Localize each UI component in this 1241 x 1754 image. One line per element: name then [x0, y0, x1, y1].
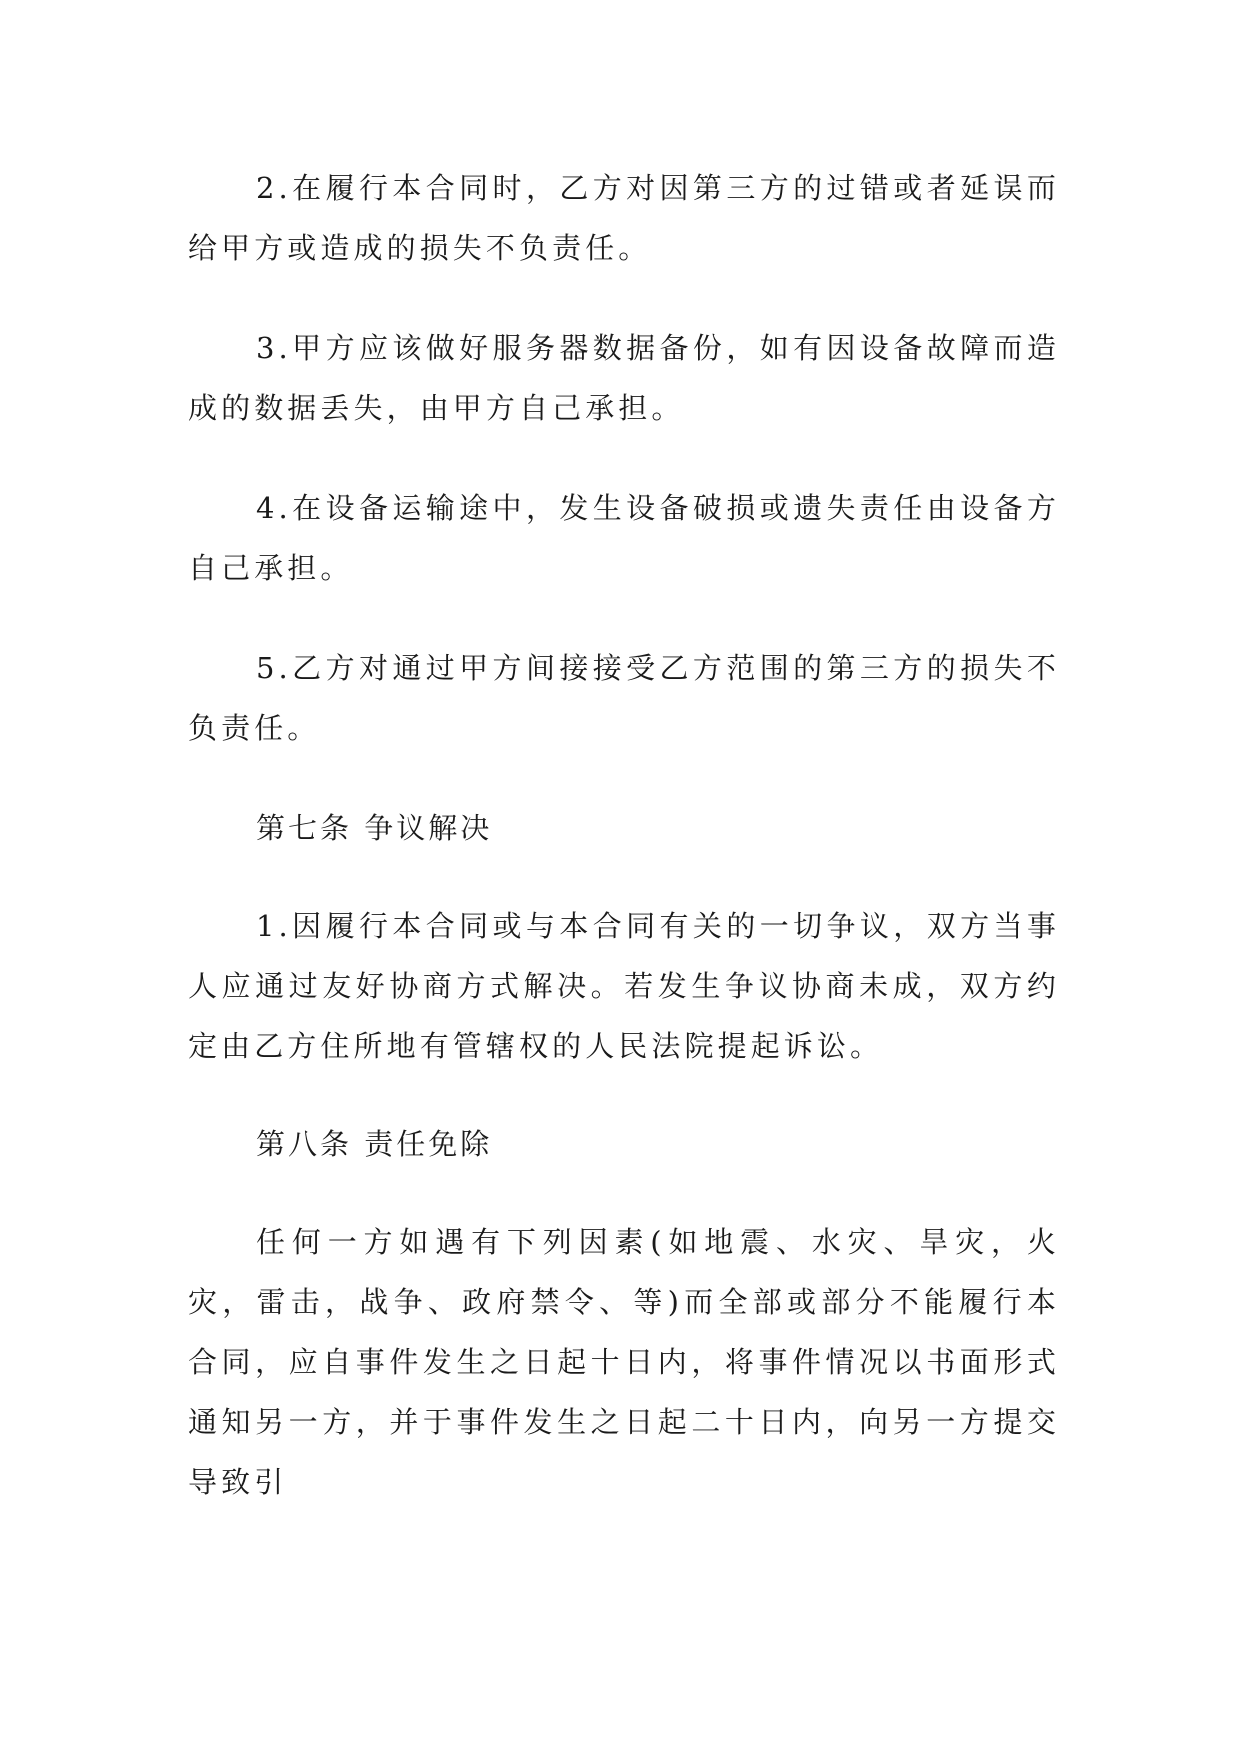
- article-7-heading: 第七条 争议解决: [256, 811, 493, 845]
- clause-6-item-4: 4.在设备运输途中，发生设备破损或遗失责任由设备方自己承担。: [188, 491, 1060, 585]
- clause-6-item-3: 3.甲方应该做好服务器数据备份，如有因设备故障而造成的数据丢失，由甲方自己承担。: [188, 331, 1060, 425]
- clause-7-item-1: 1.因履行本合同或与本合同有关的一切争议，双方当事人应通过友好协商方式解决。若发生争议协商未成，双方约定由乙方住所地有管辖权的人民法院提起诉讼。: [188, 909, 1060, 1063]
- clause-6-item-5: 5.乙方对通过甲方间接接受乙方范围的第三方的损失不负责任。: [188, 651, 1060, 745]
- article-8-heading: 第八条 责任免除: [256, 1127, 493, 1161]
- clause-8-body: 任何一方如遇有下列因素(如地震、水灾、旱灾，火灾，雷击，战争、政府禁令、等)而全部或部分不能履行本合同，应自事件发生之日起十日内，将事件情况以书面形式通知另一方，并于事件发生之日起二十日内，向另一方提交导致引: [188, 1225, 1060, 1499]
- clause-6-item-2: 2.在履行本合同时，乙方对因第三方的过错或者延误而给甲方或造成的损失不负责任。: [188, 171, 1060, 265]
